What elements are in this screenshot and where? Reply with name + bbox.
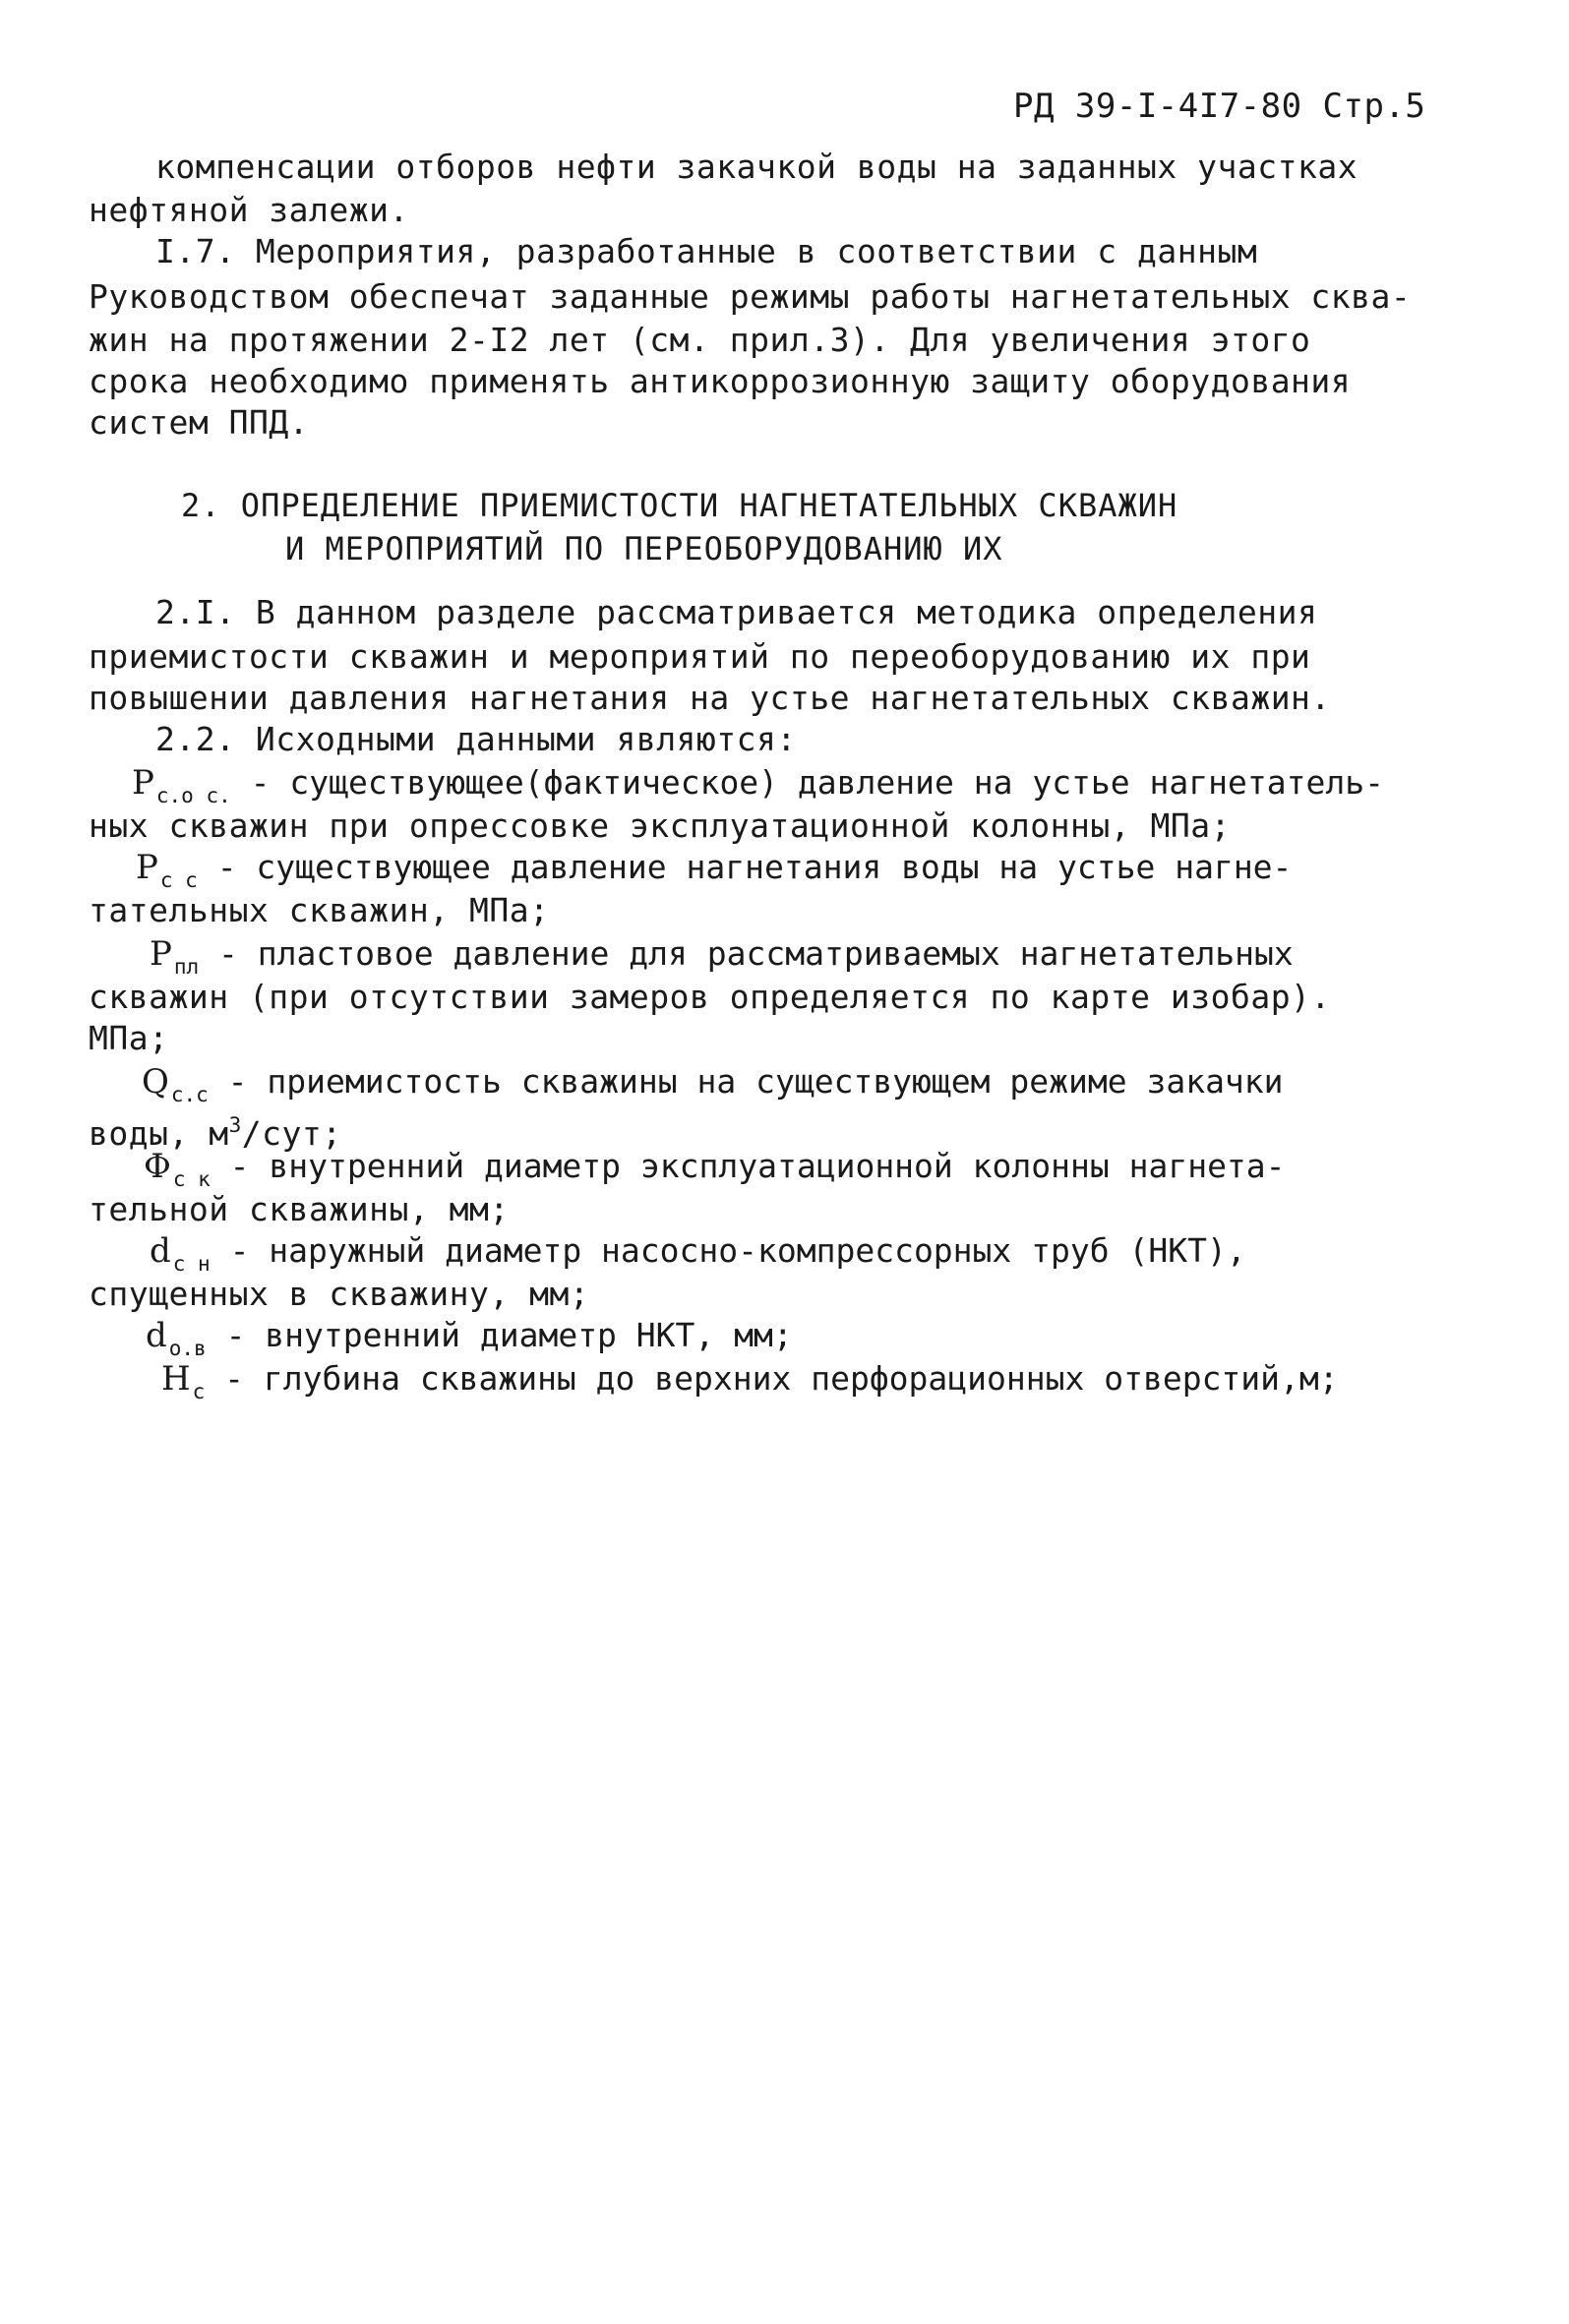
- paragraph-line: повышении давления нагнетания на устье нагнетательных скважин.: [89, 679, 1331, 717]
- symbol: d: [146, 1316, 167, 1355]
- symbol: H: [161, 1359, 191, 1399]
- paragraph-line: нефтяной залежи.: [89, 191, 409, 229]
- definition-text: - глубина скважины до верхних перфорационных отверстий,м;: [205, 1359, 1339, 1398]
- symbol-subscript: с: [192, 1380, 206, 1403]
- unit-superscript: 3: [228, 1113, 242, 1137]
- symbol: P: [132, 763, 154, 803]
- definition-continuation: спущенных в скважину, мм;: [89, 1275, 590, 1313]
- section-heading: 2. ОПРЕДЕЛЕНИЕ ПРИЕМИСТОСТИ НАГНЕТАТЕЛЬНЫХ СКВАЖИН: [181, 487, 1178, 524]
- symbol: Q: [142, 1062, 169, 1102]
- paragraph-line: 2.I. В данном разделе рассматривается методика определения: [155, 593, 1318, 631]
- symbol-subscript: с к: [172, 1167, 211, 1191]
- symbol-subscript: с с: [159, 868, 198, 892]
- definition-text: - внутренний диаметр НКТ, мм;: [206, 1316, 793, 1354]
- definition-item: [161, 1359, 1339, 1411]
- symbol: Φ: [144, 1147, 171, 1186]
- definition-text: - приемистость скважины на существующем режиме закачки: [208, 1062, 1284, 1101]
- symbol: d: [150, 1231, 171, 1271]
- definition-continuation: МПа;: [89, 1019, 169, 1057]
- symbol: P: [150, 934, 172, 974]
- section-heading: И МЕРОПРИЯТИЙ ПО ПЕРЕОБОРУДОВАНИЮ ИХ: [285, 530, 1003, 567]
- paragraph-line: приемистости скважин и мероприятий по переоборудованию их при: [89, 637, 1311, 676]
- symbol-subscript: о.в: [168, 1337, 207, 1360]
- paragraph-line: срока необходимо применять антикоррозионную защиту оборудования: [89, 362, 1352, 400]
- definition-text: - внутренний диаметр эксплуатационной колонны нагнета-: [210, 1147, 1286, 1185]
- definition-text: - существующее(фактическое) давление на устье нагнетатель-: [230, 763, 1384, 802]
- symbol-subscript: с.с: [170, 1083, 209, 1106]
- paragraph-line: Руководством обеспечат заданные режимы работы нагнетательных сква-: [89, 277, 1412, 316]
- definition-text: /сут;: [241, 1114, 342, 1153]
- paragraph-line: компенсации отборов нефти закачкой воды на заданных участках: [155, 148, 1358, 186]
- paragraph-line: систем ППД.: [89, 403, 310, 442]
- paragraph-line: жин на протяжении 2-I2 лет (см. прил.3). Для увеличения этого: [89, 321, 1311, 359]
- definition-continuation: тельной скважины, мм;: [89, 1190, 510, 1228]
- symbol-subscript: с н: [172, 1252, 211, 1276]
- definition-continuation: тательных скважин, МПа;: [89, 891, 550, 929]
- definition-continuation: ных скважин при опрессовке эксплуатационной колонны, МПа;: [89, 806, 1231, 845]
- page-header: РД 39-I-4I7-80 Стр.5: [1013, 87, 1426, 126]
- paragraph-line: 2.2. Исходными данными являются:: [155, 720, 797, 758]
- definition-text: - пластовое давление для рассматриваемых нагнетательных: [199, 934, 1294, 973]
- paragraph-line: I.7. Мероприятия, разработанные в соответствии с данным: [155, 232, 1258, 270]
- definition-text: - наружный диаметр насосно-компрессорных труб (НКТ),: [210, 1231, 1246, 1270]
- symbol-subscript: пл: [173, 955, 200, 979]
- symbol-subscript: с.о с.: [155, 784, 231, 807]
- definition-text: - существующее давление нагнетания воды на устье нагне-: [197, 848, 1293, 886]
- definition-continuation: скважин (при отсутствии замеров определяется по карте изобар).: [89, 978, 1331, 1016]
- symbol: P: [136, 848, 158, 887]
- definition-text: воды, м: [89, 1114, 229, 1153]
